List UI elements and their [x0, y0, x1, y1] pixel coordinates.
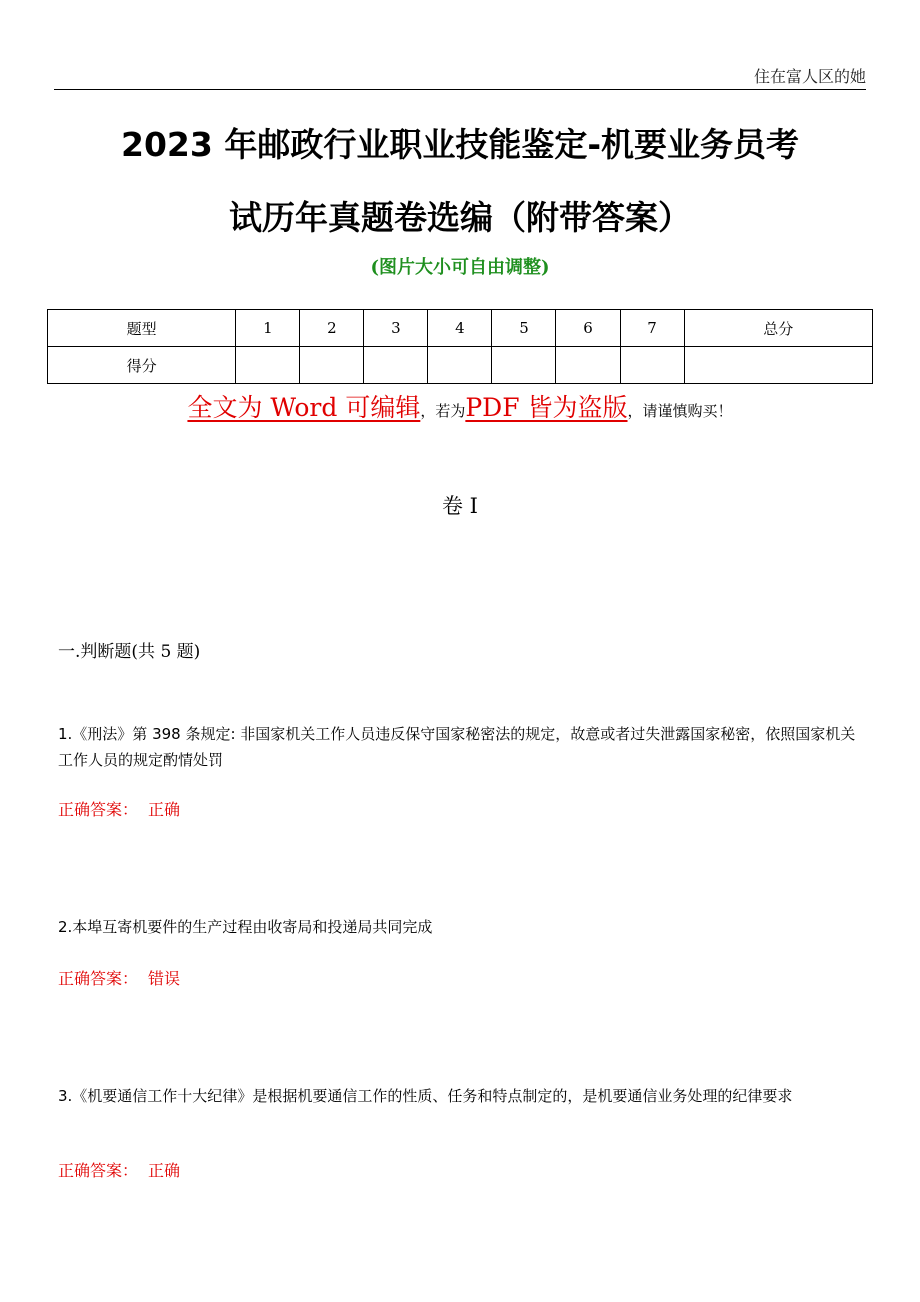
answer-line [58, 797, 180, 820]
answer-line [58, 1158, 180, 1181]
score-cell: 2 [300, 310, 364, 347]
volume-heading: 卷 I [442, 494, 478, 518]
section-title: 一.判断题(共 5 题) [58, 642, 201, 662]
answer-label: 正确答案： [58, 1161, 139, 1180]
title-line-1: 2023 年邮政行业职业技能鉴定-机要业务员考 [120, 125, 800, 164]
score-cell: 1 [236, 310, 300, 347]
score-table [47, 309, 873, 384]
question-text: 1.《刑法》第 398 条规定: 非国家机关工作人员违反保守国家秘密法的规定，故意或者过失泄露国家秘密，依照国家机关工作人员的规定酌情处罚 [58, 725, 856, 769]
score-empty-cell [492, 347, 556, 384]
score-empty-cell [300, 347, 364, 384]
score-cell: 3 [364, 310, 428, 347]
question-text: 2.本埠互寄机要件的生产过程由收寄局和投递局共同完成 [58, 918, 433, 936]
header-author: 住在富人区的她 [753, 67, 866, 86]
score-empty-cell [684, 347, 872, 384]
subtitle: (图片大小可自由调整) [370, 257, 550, 278]
score-cell: 题型 [48, 310, 236, 347]
score-cell: 5 [492, 310, 556, 347]
notice-text: ，若为 [420, 402, 466, 420]
score-row-label: 得分 [48, 347, 236, 384]
score-table-header-row [48, 310, 873, 347]
score-cell: 6 [556, 310, 620, 347]
answer-value: 正确 [148, 1161, 181, 1180]
score-empty-cell [620, 347, 684, 384]
answer-value: 错误 [148, 969, 181, 988]
header-rule [54, 89, 866, 90]
score-empty-cell [428, 347, 492, 384]
score-cell: 7 [620, 310, 684, 347]
score-table-score-row [48, 347, 873, 384]
notice-text: ，请谨慎购买！ [627, 402, 733, 420]
score-empty-cell [556, 347, 620, 384]
score-cell: 总分 [684, 310, 872, 347]
title-line-2: 试历年真题卷选编（附带答案） [229, 198, 691, 237]
notice-pdf-pirated: PDF 皆为盗版 [465, 393, 628, 422]
question-text: 3.《机要通信工作十大纪律》是根据机要通信工作的性质、任务和特点制定的，是机要通信业务处理的纪律要求 [58, 1087, 793, 1105]
copyright-notice [0, 388, 920, 424]
document-title [40, 108, 880, 254]
answer-label: 正确答案： [58, 969, 139, 988]
score-empty-cell [236, 347, 300, 384]
score-empty-cell [364, 347, 428, 384]
notice-word-editable: 全文为 Word 可编辑 [187, 393, 421, 422]
answer-label: 正确答案： [58, 800, 139, 819]
answer-line [58, 966, 180, 989]
answer-value: 正确 [148, 800, 181, 819]
score-cell: 4 [428, 310, 492, 347]
